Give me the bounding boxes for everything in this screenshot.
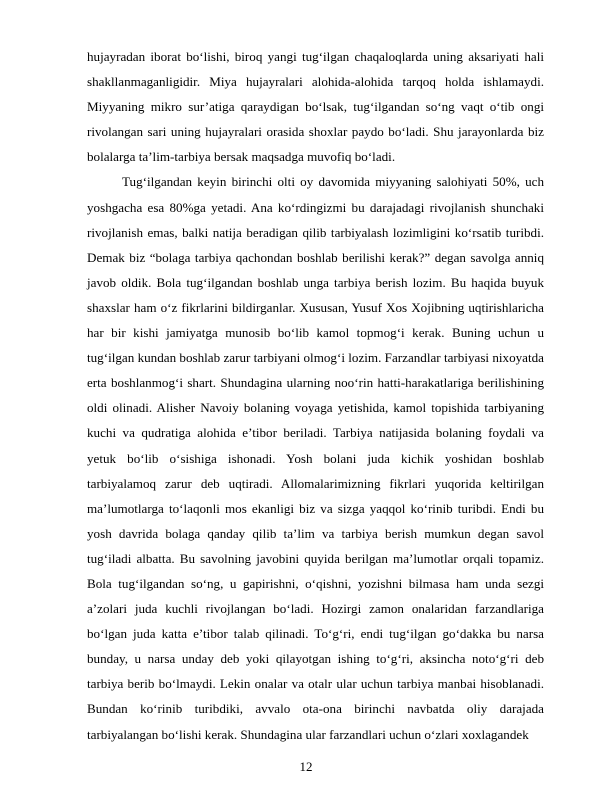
paragraph-continued: hujayradan iborat bo‘lishi, biroq yangi tug‘ilgan chaqaloqlarda uning aksariyati hali shakllanmaganligidir. Miya hujayralari alohida-alohida tarqoq holda ishlamaydi. Miyyaning mikro sur’atiga qaraydigan bo‘lsak, tug‘ilgandan so‘ng vaqt o‘tib ongi rivolangan sari uning hujayralari orasida shoxlar paydo bo‘ladi. Shu jarayonlarda biz bolalarga ta’lim-tarbiya bersak maqsadga muvofiq bo‘ladi. xyxy=(87,49,544,165)
page-number: 12 xyxy=(299,759,313,774)
paragraph-main: Tug‘ilgandan keyin birinchi olti oy davomida miyyaning salohiyati 50%, uch yoshgacha esa 80%ga yetadi. Ana ko‘rdingizmi bu darajadagi rivojlanish shunchaki rivojlanish emas, balki natija beradigan qilib tarbiyalash lozimligini ko‘rsatib turibdi. Demak biz “bolaga tarbiya qachondan boshlab berilishi kerak?” degan savolga anniq javob oldik. Bola tug‘ilgandan boshlab unga tarbiya berish lozim. Bu haqida buyuk shaxslar ham o‘z fikrlarini bildirganlar. Xususan, Yusuf Xos Xojibning uqtirishlaricha har bir kishi jamiyatga munosib bo‘lib kamol topmog‘i kerak. Buning uchun u tug‘ilgan kundan boshlab zarur tarbiyani olmog‘i lozim. Farzandlar tarbiyasi nixoyatda erta boshlanmog‘i shart. Shundagina ularning noo‘rin hatti-harakatlariga berilishining oldi olinadi. Alisher Navoiy bolaning voyaga yetishida, kamol topishida tarbiyaning kuchi va qudratiga alohida e’tibor beriladi. Tarbiya natijasida bolaning foydali va yetuk bo‘lib o‘sishiga ishonadi. Yosh bolani juda kichik yoshidan boshlab tarbiyalamoq zarur deb uqtiradi. Allomalarimizning fikrlari yuqorida keltirilgan ma’lumotlarga to‘laqonli mos ekanligi biz va sizga yaqqol ko‘rinib turibdi. Endi bu yosh davrida bolaga qanday qilib ta’lim va tarbiya berish mumkun degan savol tug‘iladi albatta. Bu savolning javobini quyida berilgan ma’lumotlar orqali topamiz. Bola tug‘ilgandan so‘ng, u gapirishni, o‘qishni, yozishni bilmasa ham unda sezgi a’zolari juda kuchli rivojlangan bo‘ladi. Hozirgi zamon onalaridan farzandlariga bo‘lgan juda katta e’tibor talab qilinadi. To‘g‘ri, endi tug‘ilgan go‘dakka bu narsa bunday, u narsa unday deb yoki qilayotgan ishing to‘g‘ri, aksincha noto‘g‘ri deb tarbiya berib bo‘lmaydi. Lekin onalar va otalr ular uchun tarbiya manbai hisoblanadi. Bundan ko‘rinib turibdiki, avvalo ota-ona birinchi navbatda oliy darajada tarbiyalangan bo‘lishi kerak. Shundagina ular farzandlari uchun o‘zlari xoxlagandek xyxy=(87,174,544,742)
body-text xyxy=(87,44,544,747)
